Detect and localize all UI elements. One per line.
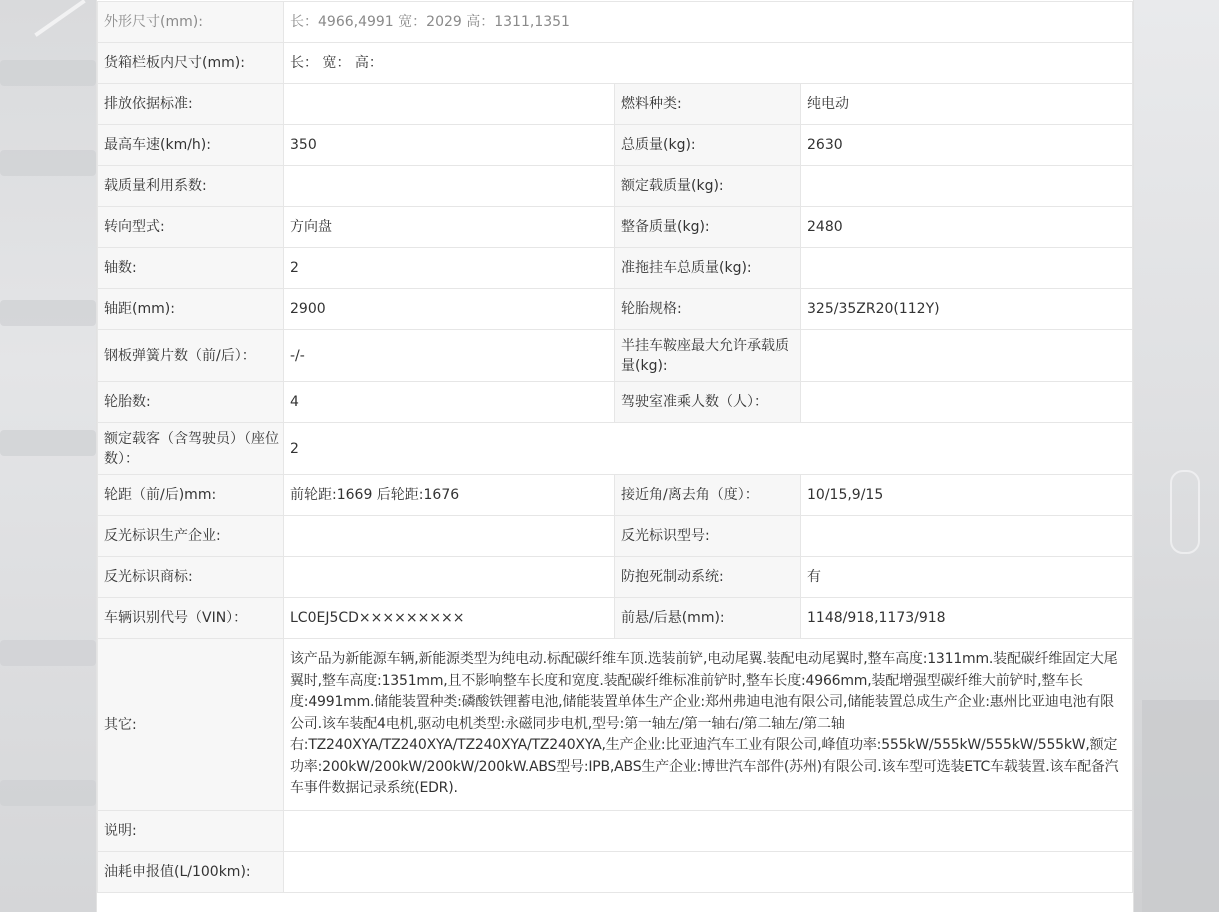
field-label: 轴数:: [98, 248, 284, 289]
background-blur-bar: [0, 780, 96, 806]
table-row: [98, 166, 1133, 207]
field-value: [801, 330, 1133, 382]
field-label: 防抱死制动系统:: [615, 557, 801, 598]
table-row: [98, 475, 1133, 516]
field-value: [801, 516, 1133, 557]
field-label: 总质量(kg):: [615, 125, 801, 166]
field-label: 接近角/离去角（度）：: [615, 475, 801, 516]
field-label: 半挂车鞍座最大允许承载质量(kg):: [615, 330, 801, 382]
field-value: 350: [284, 125, 615, 166]
table-row: [98, 125, 1133, 166]
field-label: 前悬/后悬(mm):: [615, 598, 801, 639]
field-value: 2: [284, 248, 615, 289]
table-row: [98, 811, 1133, 852]
field-label: 货箱栏板内尺寸(mm):: [98, 43, 284, 84]
field-value: 4: [284, 382, 615, 423]
field-label: 额定载客（含驾驶员）（座位数）：: [98, 423, 284, 475]
other-notes-text: 该产品为新能源车辆,新能源类型为纯电动.标配碳纤维车顶.选装前铲,电动尾翼.装配电动尾翼时,整车高度:1311mm.装配碳纤维固定大尾翼时,整车高度:1351mm,且不影响整车长度和宽度.装配碳纤维标准前铲时,整车长度:4966mm,装配增强型碳纤维大前铲时,整车长度:4991mm.储能装置种类:磷酸铁锂蓄电池,储能装置单体生产企业:郑州弗迪电池有限公司,储能装置总成生产企业:惠州比亚迪电池有限公司.该车装配4电机,驱动电机类型:永磁同步电机,型号:第一轴左/第一轴右/第二轴左/第二轴右:TZ240XYA/TZ240XYA/TZ240XYA/TZ240XYA,生产企业:比亚迪汽车工业有限公司,峰值功率:555kW/555kW/555kW/555kW,额定功率:200kW/200kW/200kW/200kW.ABS型号:IPB,ABS生产企业:博世汽车部件(苏州)有限公司.该车型可选装ETC车载装置.该车配备汽车事件数据记录系统(EDR).: [284, 639, 1133, 811]
table-row: [98, 248, 1133, 289]
field-label: 轮距（前/后)mm:: [98, 475, 284, 516]
field-label: 最高车速(km/h):: [98, 125, 284, 166]
field-value: 纯电动: [801, 84, 1133, 125]
field-label: 轮胎规格:: [615, 289, 801, 330]
field-label: 油耗申报值(L/100km):: [98, 852, 284, 893]
background-left: [0, 0, 96, 912]
field-label: 燃料种类:: [615, 84, 801, 125]
field-label: 载质量利用系数:: [98, 166, 284, 207]
background-blur-bar: [0, 300, 96, 326]
background-blur-panel: [1142, 700, 1219, 912]
table-row: [98, 207, 1133, 248]
field-label: 钢板弹簧片数（前/后）：: [98, 330, 284, 382]
table-row: [98, 382, 1133, 423]
field-value: 10/15,9/15: [801, 475, 1133, 516]
table-row: [98, 557, 1133, 598]
field-label: 轴距(mm):: [98, 289, 284, 330]
field-value: 有: [801, 557, 1133, 598]
background-slash-decoration: [34, 0, 85, 37]
table-row: [98, 330, 1133, 382]
vehicle-spec-sheet: [96, 0, 1134, 912]
field-value: 长： 宽： 高：: [284, 43, 1133, 84]
table-row: [98, 852, 1133, 893]
table-row: [98, 289, 1133, 330]
table-row: [98, 43, 1133, 84]
field-label: 外形尺寸(mm):: [98, 2, 284, 43]
background-logo-icon: [1170, 470, 1200, 554]
field-value: [284, 166, 615, 207]
field-label: 反光标识商标:: [98, 557, 284, 598]
field-label: 整备质量(kg):: [615, 207, 801, 248]
spec-table: [97, 1, 1133, 893]
field-value: [284, 557, 615, 598]
field-value: [801, 166, 1133, 207]
field-value: 2480: [801, 207, 1133, 248]
field-value: 前轮距:1669 后轮距:1676: [284, 475, 615, 516]
field-value: [284, 84, 615, 125]
field-value: 2: [284, 423, 1133, 475]
field-label: 转向型式:: [98, 207, 284, 248]
background-blur-bar: [0, 430, 96, 456]
field-value: 325/35ZR20(112Y): [801, 289, 1133, 330]
table-row: [98, 598, 1133, 639]
field-label: 驾驶室准乘人数（人）：: [615, 382, 801, 423]
field-value: [284, 516, 615, 557]
background-blur-bar: [0, 640, 96, 666]
field-value: [284, 852, 1133, 893]
field-value: 2630: [801, 125, 1133, 166]
field-value: LC0EJ5CD×××××××××: [284, 598, 615, 639]
background-blur-bar: [0, 150, 96, 176]
field-label: 反光标识型号:: [615, 516, 801, 557]
field-label: 其它:: [98, 639, 284, 811]
field-value: [284, 811, 1133, 852]
field-label: 轮胎数:: [98, 382, 284, 423]
field-label: 排放依据标准:: [98, 84, 284, 125]
table-row: [98, 423, 1133, 475]
table-row: [98, 2, 1133, 43]
field-label: 额定载质量(kg):: [615, 166, 801, 207]
field-value: 1148/918,1173/918: [801, 598, 1133, 639]
field-value: 2900: [284, 289, 615, 330]
background-blur-bar: [0, 60, 96, 86]
field-label: 车辆识别代号（VIN）：: [98, 598, 284, 639]
field-label: 说明:: [98, 811, 284, 852]
field-value: [801, 248, 1133, 289]
field-value: 方向盘: [284, 207, 615, 248]
table-row: [98, 516, 1133, 557]
table-row: [98, 84, 1133, 125]
field-value: 长：4966,4991 宽：2029 高：1311,1351: [284, 2, 1133, 43]
field-value: [801, 382, 1133, 423]
field-label: 准拖挂车总质量(kg):: [615, 248, 801, 289]
table-row: [98, 639, 1133, 811]
field-value: -/-: [284, 330, 615, 382]
field-label: 反光标识生产企业:: [98, 516, 284, 557]
background-right: [1132, 0, 1219, 912]
